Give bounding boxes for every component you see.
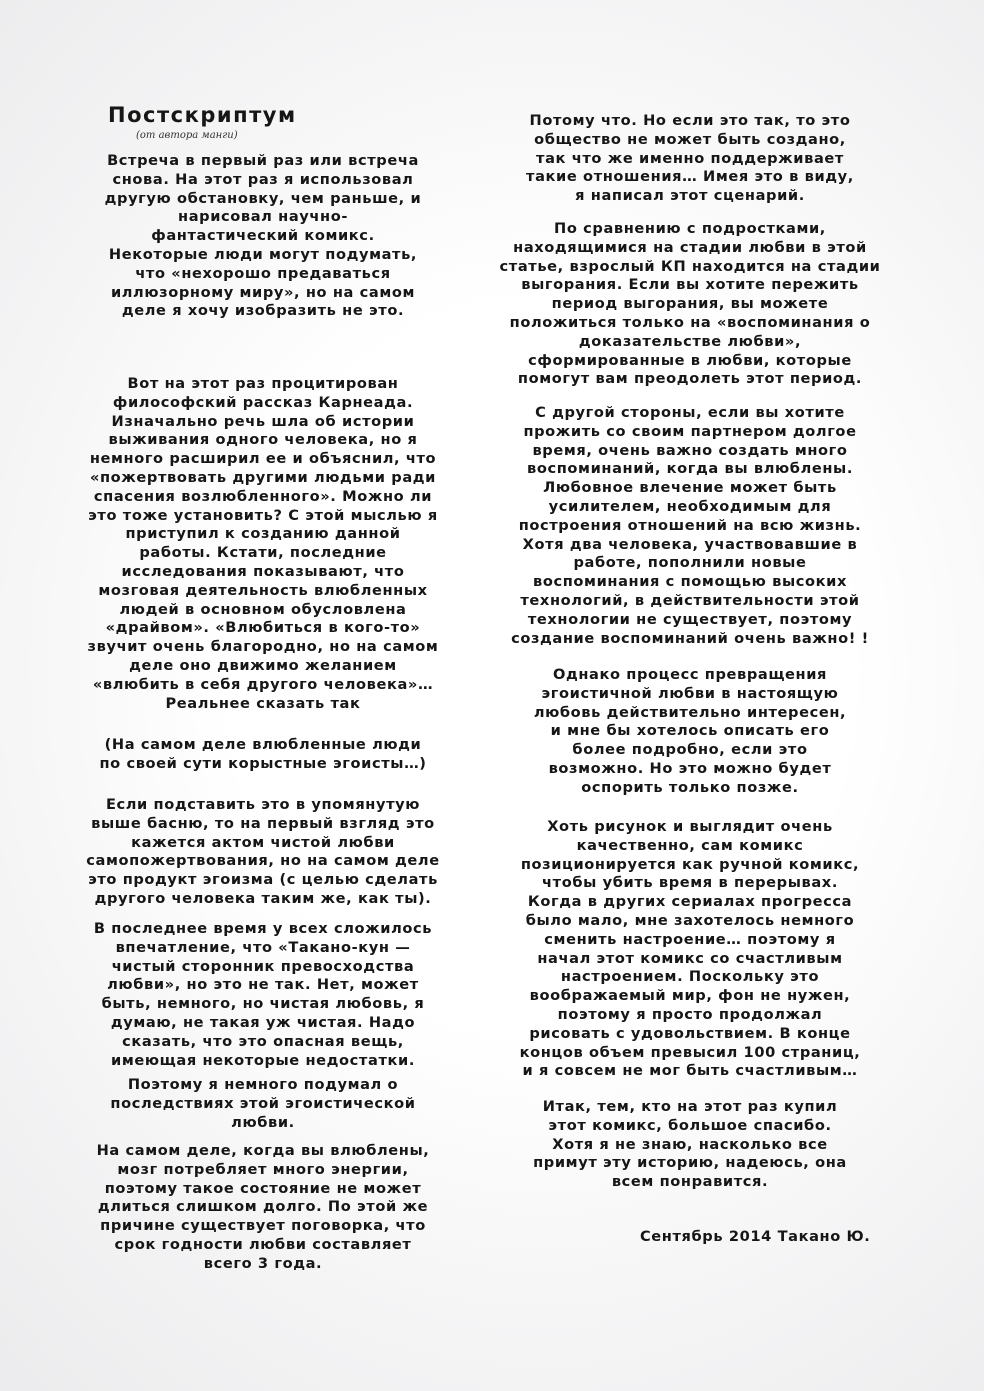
- page-subtitle: (от автора манги): [136, 130, 238, 141]
- paragraph: В последнее время у всех сложилось впечатление, что «Такано-кун — чистый сторонник превосходства любви», но это не так. Нет, может быть, немного, но чистая любовь, я думаю, не такая уж чистая. Надо сказать, что это опасная вещь, имеющая некоторые недостатки.: [93, 920, 433, 1069]
- paragraph: Вот на этот раз процитирован философский рассказ Карнеада. Изначально речь шла об истории выживания одного человека, но я немного расширил ее и объяснил, что «пожертвовать другими людьми ради спасения возлюбленного». Можно ли это тоже установить? С этой мыслью я приступил к созданию данной работы. Кстати, последние исследования показывают, что мозговая деятельность влюбленных людей в основном обусловлена «драйвом». «Влюбиться в кого-то» звучит очень благородно, но на самом деле оно движимо желанием «влюбить в себя другого человека»… Реальнее сказать так: [87, 375, 439, 712]
- paragraph: По сравнению с подростками, находящимися на стадии любви в этой статье, взрослый КП находится на стадии выгорания. Если вы хотите пережить период выгорания, вы можете положиться только на «воспоминания о доказательстве любви», сформированные в любви, которые помогут вам преодолеть этот период.: [499, 220, 881, 388]
- paragraph: На самом деле, когда вы влюблены, мозг потребляет много энергии, поэтому такое состояние не может длиться слишком долго. По этой же причине существует поговорка, что срок годности любви составляет всего 3 года.: [96, 1142, 430, 1272]
- paragraph: Встреча в первый раз или встреча снова. На этот раз я использовал другую обстановку, чем раньше, и нарисовал научно- фантастический комикс. Некоторые люди могут подумать, что «нехорошо предаваться иллюзорному миру», но на самом деле я хочу изобразить не это.: [104, 152, 422, 320]
- paragraph: (На самом деле влюбленные люди по своей сути корыстные эгоисты…): [99, 736, 427, 772]
- paragraph: Поэтому я немного подумал о последствиях этой эгоистической любви.: [110, 1076, 416, 1131]
- paragraph: Если подставить это в упомянутую выше басню, то на первый взгляд это кажется актом чистой любви самопожертвования, но на самом деле это продукт эгоизма (с целью сделать другого человека таким же, как ты).: [86, 796, 440, 907]
- paragraph: С другой стороны, если вы хотите прожить со своим партнером долгое время, очень важно создать много воспоминаний, когда вы влюблены. Любовное влечение может быть усилителем, необходимым для построения отношений на всю жизнь. Хотя два человека, участвовавшие в работе, пополнили новые воспоминания с помощью высоких технологий, в действительности этой технологии не существует, поэтому создание воспоминаний очень важно! !: [511, 404, 869, 647]
- page-title: Постскриптум: [108, 103, 297, 127]
- paragraph: Потому что. Но если это так, то это общество не может быть создано, так что же именно поддерживает такие отношения… Имея это в виду, я написал этот сценарий.: [526, 112, 854, 205]
- author-signature: Сентябрь 2014 Такано Ю.: [640, 1228, 871, 1245]
- paragraph: Однако процесс превращения эгоистичной любви в настоящую любовь действительно интересен, и мне бы хотелось описать его более подробно, если это возможно. Но это можно будет оспорить только позже.: [533, 666, 847, 796]
- paragraph: Итак, тем, кто на этот раз купил этот комикс, большое спасибо. Хотя я не знаю, насколько все примут эту историю, надеюсь, она всем понравится.: [533, 1098, 847, 1191]
- paragraph: Хоть рисунок и выглядит очень качественно, сам комикс позиционируется как ручной комикс, чтобы убить время в перерывах. Когда в других сериалах прогресса было мало, мне захотелось немного сменить настроение… поэтому я начал этот комикс со счастливым настроением. Поскольку это воображаемый мир, фон не нужен, поэтому я просто продолжал рисовать с удовольствием. В конце концов объем превысил 100 страниц, и я совсем не мог быть счастливым…: [519, 818, 861, 1080]
